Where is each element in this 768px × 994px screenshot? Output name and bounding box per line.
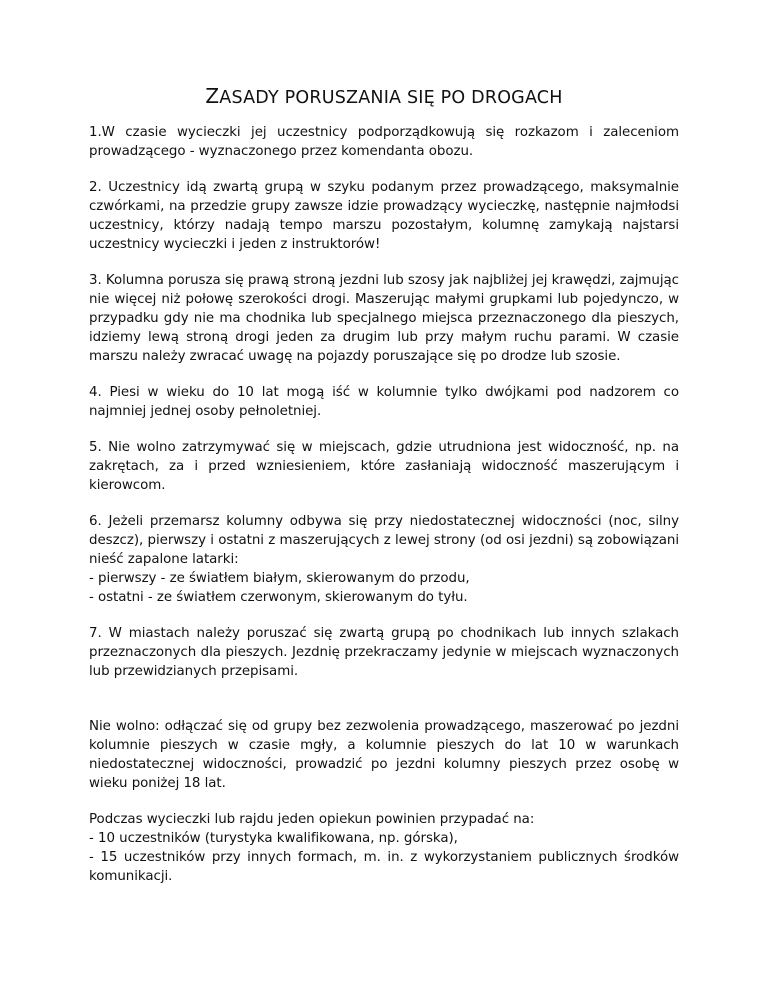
rule-paragraph-1: 1.W czasie wycieczki jej uczestnicy podporządkowują się rozkazom i zaleceniom prowadzącego - wyznaczonego przez komendanta obozu. — [89, 125, 679, 159]
rule-paragraph-6-text: 6. Jeżeli przemarsz kolumny odbywa się przy niedostatecznej widoczności (noc, silny deszcz), pierwszy i ostatni z maszerujących z lewej strony (od osi jezdni) są zobowiązani nieść zapalone latarki: — [89, 514, 679, 567]
supervisor-paragraph — [89, 810, 679, 886]
rule-paragraph-5: 5. Nie wolno zatrzymywać się w miejscach, gdzie utrudniona jest widoczność, np. na zakrętach, za i przed wzniesieniem, które zasłaniają widoczność maszerującym i kierowcom. — [89, 440, 679, 493]
rule-paragraph-6 — [89, 512, 679, 607]
supervisor-item-qualified: - 10 uczestników (turystyka kwalifikowana, np. górska), — [89, 831, 458, 846]
document-title — [89, 84, 679, 110]
rule-paragraph-3: 3. Kolumna porusza się prawą stroną jezdni lub szosy jak najbliżej jej krawędzi, zajmując nie więcej niż połowę szerokości drogi. Maszerując małymi grupkami lub pojedynczo, w przypadku gdy nie ma chodnika lub specjalnego miejsca przeznaczonego dla pieszych, idziemy lewą stroną drogi jeden za drugim lub przy małym ruchu parami. W czasie marszu należy zwracać uwagę na pojazdy poruszające się po drodze lub szosie. — [89, 273, 679, 364]
rule-paragraph-7: 7. W miastach należy poruszać się zwartą grupą po chodnikach lub innych szlakach przeznaczonych dla pieszych. Jezdnię przekraczamy jedynie w miejscach wyznaczonych lub przewidzianych przepisami. — [89, 626, 679, 679]
supervisor-intro: Podczas wycieczki lub rajdu jeden opiekun powinien przypadać na: — [89, 812, 535, 827]
prohibitions-paragraph: Nie wolno: odłączać się od grupy bez zezwolenia prowadzącego, maszerować po jezdni kolumnie pieszych w czasie mgły, a kolumnie pieszych do lat 10 w warunkach niedostatecznej widoczności, prowadzić po jezdni kolumny pieszych przez osobę w wieku poniżej 18 lat. — [89, 719, 679, 791]
rule-paragraph-6-item-first: - pierwszy - ze światłem białym, skierowanym do przodu, — [89, 571, 470, 586]
rule-paragraph-6-item-last: - ostatni - ze światłem czerwonym, skierowanym do tyłu. — [89, 590, 468, 605]
document-page — [89, 84, 679, 903]
title-first-letter: Z — [205, 84, 220, 108]
rule-paragraph-4: 4. Piesi w wieku do 10 lat mogą iść w kolumnie tylko dwójkami pod nadzorem co najmniej jednej osoby pełnoletniej. — [89, 385, 679, 419]
title-rest: ASADY PORUSZANIA SIĘ PO DROGACH — [219, 88, 563, 108]
rule-paragraph-2: 2. Uczestnicy idą zwartą grupą w szyku podanym przez prowadzącego, maksymalnie czwórkami, na przedzie grupy zawsze idzie prowadzący wycieczkę, następnie najmłodsi uczestnicy, którzy nadają tempo marszu pozostałym, kolumnę zamykają najstarsi uczestnicy wycieczki i jeden z instruktorów! — [89, 180, 679, 252]
supervisor-item-other: - 15 uczestników przy innych formach, m. in. z wykorzystaniem publicznych środków komunikacji. — [89, 850, 679, 884]
